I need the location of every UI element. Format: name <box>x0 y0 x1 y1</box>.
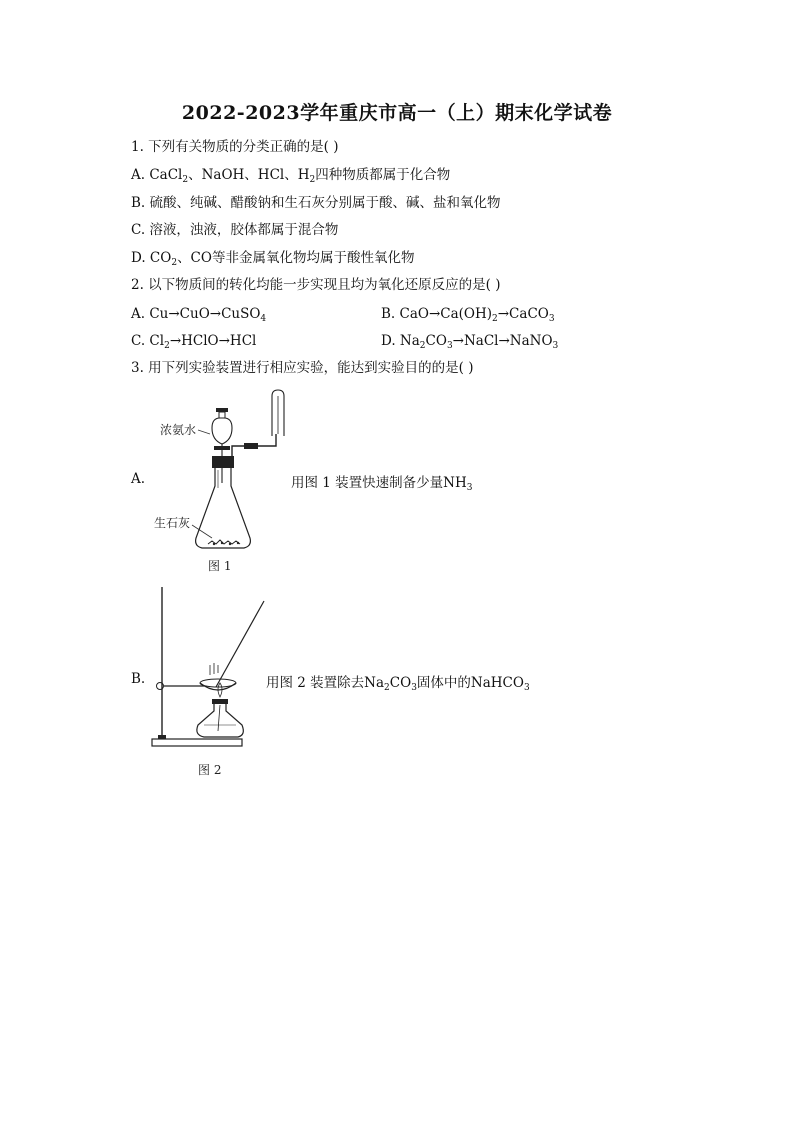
subscript: 4 <box>260 314 267 324</box>
q1-d-text: D. CO <box>131 250 172 266</box>
subscript: 3 <box>446 341 453 351</box>
q2-option-c <box>131 332 256 355</box>
q1-stem: 1. 下列有关物质的分类正确的是( ) <box>131 139 339 155</box>
fig2-caption: 图 2 <box>198 763 222 777</box>
page-title: 2022-2023学年重庆市高一（上）期末化学试卷 <box>181 102 613 124</box>
q2-d-text: D. Na <box>381 333 420 349</box>
q1-option-d <box>131 249 414 272</box>
fig1-caption: 图 1 <box>208 559 232 573</box>
q2-b-text: B. CaO→Ca(OH) <box>381 306 493 322</box>
subscript: 3 <box>548 314 555 324</box>
q1-option-c: C. 溶液，浊液，胶体都属于混合物 <box>131 222 339 238</box>
q2-d-text: →NaCl→NaNO <box>452 333 553 349</box>
q2-a-text: A. Cu→CuO→CuSO <box>131 306 261 322</box>
q1-a-text: A. CaCl <box>131 167 183 183</box>
q2-d-text: CO <box>425 333 447 349</box>
q2-c-text: C. Cl <box>131 333 165 349</box>
q1-option-b: B. 硫酸、纯碱、醋酸钠和生石灰分别属于酸、碱、盐和氧化物 <box>131 195 501 211</box>
subscript: 2 <box>309 175 316 185</box>
q2-option-b <box>381 305 555 328</box>
subscript: 2 <box>492 314 498 324</box>
q3-b-text: 固体中的NaHCO <box>416 675 524 691</box>
fig1-label-bottom: 生石灰 <box>154 516 191 530</box>
subscript: 3 <box>411 683 417 693</box>
q1-a-text: 四种物质都属于化合物 <box>315 167 451 183</box>
subscript: 2 <box>164 341 170 351</box>
q3-option-b-letter: B. <box>131 671 146 687</box>
q2-option-a <box>131 305 266 328</box>
figure-1-ammonia-apparatus <box>148 388 288 578</box>
subscript: 3 <box>552 341 559 351</box>
subscript: 2 <box>171 258 178 268</box>
subscript: 2 <box>182 175 189 185</box>
q2-c-text: →HClO→HCl <box>169 333 257 349</box>
q2-b-text: →CaCO <box>497 306 549 322</box>
q3-b-text: 用图 2 装置除去Na <box>266 675 385 691</box>
subscript: 3 <box>523 683 530 693</box>
subscript: 3 <box>466 483 473 493</box>
subscript: 2 <box>419 341 426 351</box>
q1-d-text: 、CO等非金属氧化物均属于酸性氧化物 <box>177 250 415 266</box>
q1-option-a <box>131 166 450 189</box>
q2-option-d <box>381 332 558 355</box>
q3-stem: 3. 用下列实验装置进行相应实验，能达到实验目的的是( ) <box>131 360 474 376</box>
q1-a-text: 、NaOH、HCl、H <box>188 167 310 183</box>
fig1-label-top: 浓氨水 <box>160 423 197 437</box>
q3-option-b-desc <box>266 671 530 693</box>
q3-option-a-desc <box>291 471 473 493</box>
q3-option-a-letter: A. <box>131 471 146 487</box>
figure-2-heating-apparatus <box>148 585 278 780</box>
q2-stem: 2. 以下物质间的转化均能一步实现且均为氧化还原反应的是( ) <box>131 277 501 293</box>
q3-a-text: 用图 1 装置快速制备少量NH <box>291 475 467 491</box>
q3-b-text: CO <box>389 675 412 691</box>
subscript: 2 <box>384 683 390 693</box>
